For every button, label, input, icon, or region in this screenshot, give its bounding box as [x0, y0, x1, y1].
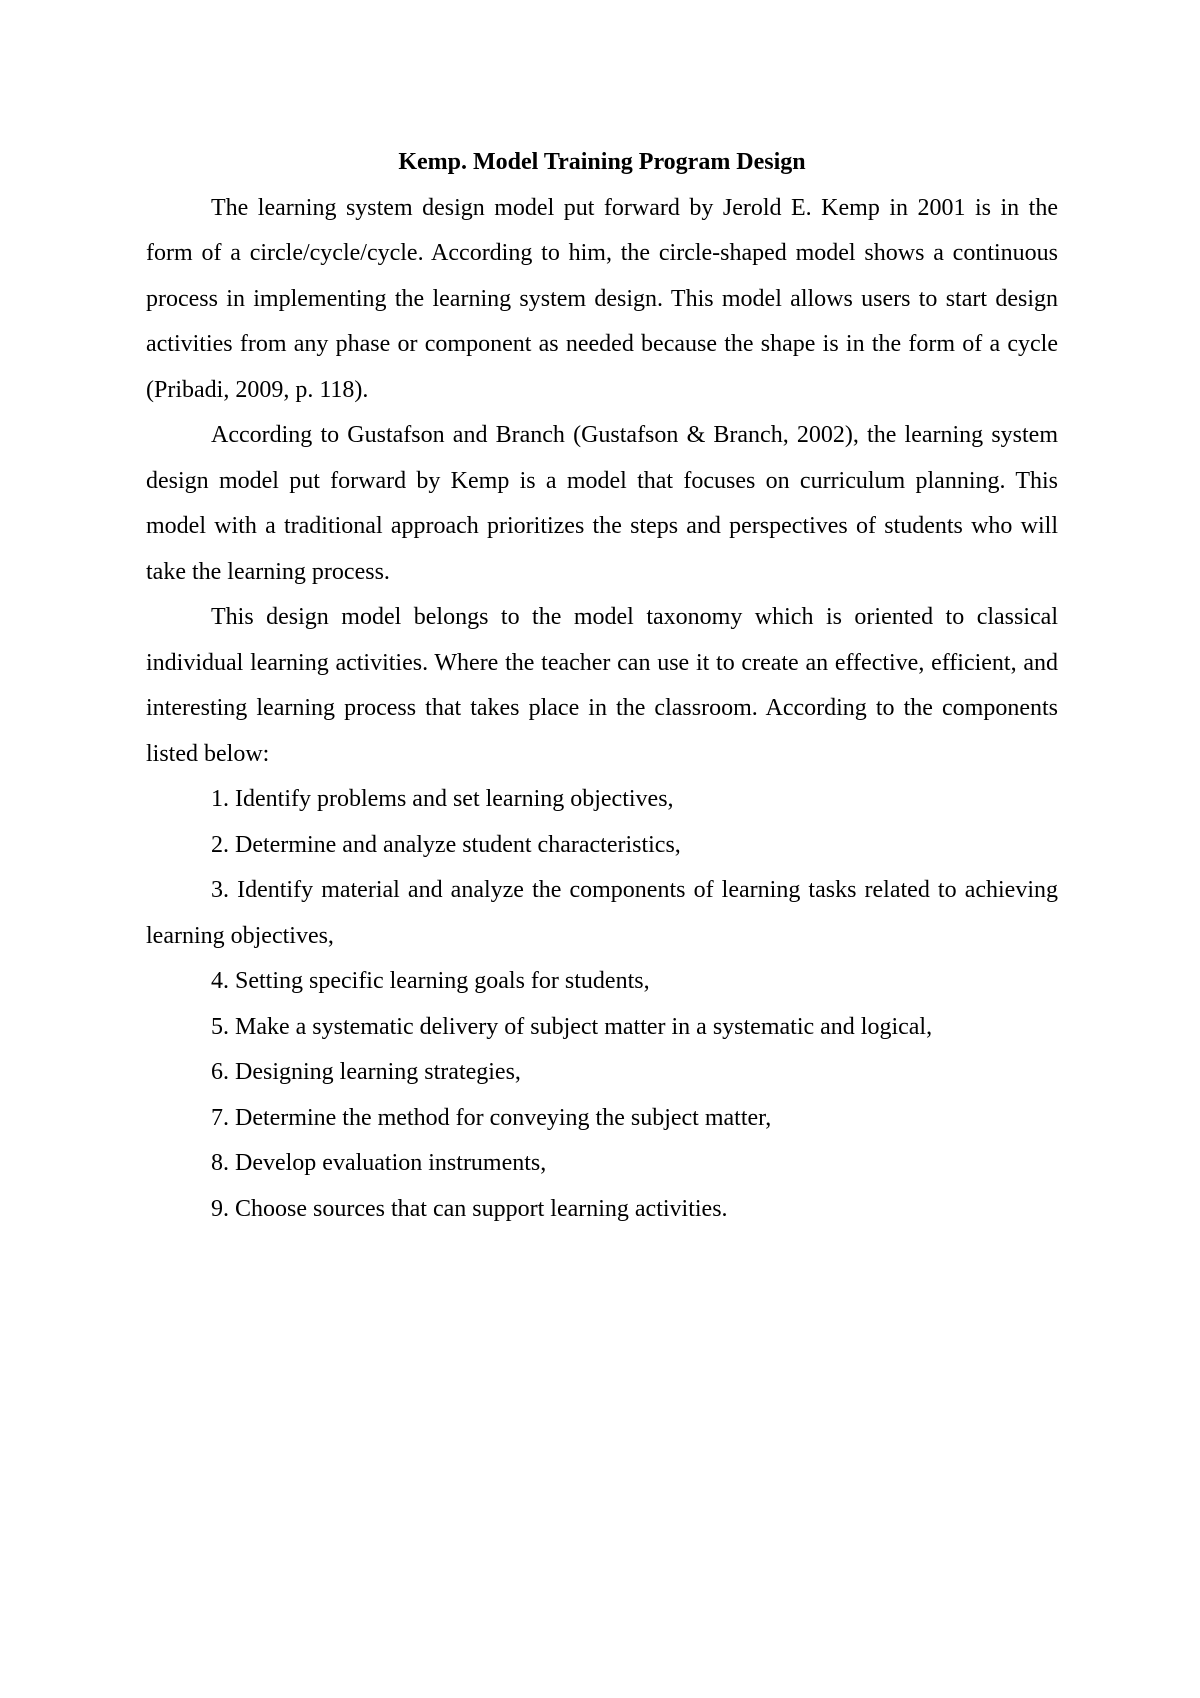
list-item: 3. Identify material and analyze the components of learning tasks related to achieving learning objectives, — [146, 877, 1058, 949]
list-item: 2. Determine and analyze student characteristics, — [211, 831, 681, 858]
paragraph-kemp-cycle: The learning system design model put forward by Jerold E. Kemp in 2001 is in the form of a circle/cycle/cycle. According to him, the circle-shaped model shows a continuous process in implementing the learning system design. This model allows users to start design activities from any phase or component as needed because the shape is in the form of a cycle (Pribadi, 2009, p. 118). — [146, 194, 1058, 403]
list-item: 8. Develop evaluation instruments, — [211, 1150, 547, 1176]
list-item: 7. Determine the method for conveying the subject matter, — [211, 1104, 772, 1131]
components-list — [146, 777, 1058, 1232]
list-item: 4. Setting specific learning goals for students, — [211, 968, 650, 994]
list-item: 6. Designing learning strategies, — [211, 1059, 521, 1085]
list-item: 9. Choose sources that can support learning activities. — [211, 1195, 728, 1222]
list-item: 1. Identify problems and set learning objectives, — [211, 786, 674, 812]
list-item: 5. Make a systematic delivery of subject matter in a systematic and logical, — [211, 1013, 933, 1040]
paragraph-gustafson-branch: According to Gustafson and Branch (Gustafson & Branch, 2002), the learning system design model put forward by Kemp is a model that focuses on curriculum planning. This model with a traditional approach prioritizes the steps and perspectives of students who will take the learning process. — [146, 422, 1058, 585]
document-page — [146, 140, 1058, 1232]
document-title: Kemp. Model Training Program Design — [398, 149, 806, 175]
paragraph-taxonomy: This design model belongs to the model taxonomy which is oriented to classical individual learning activities. Where the teacher can use it to create an effective, efficient, and interesting learning process that takes place in the classroom. According to the components listed below: — [146, 604, 1058, 767]
